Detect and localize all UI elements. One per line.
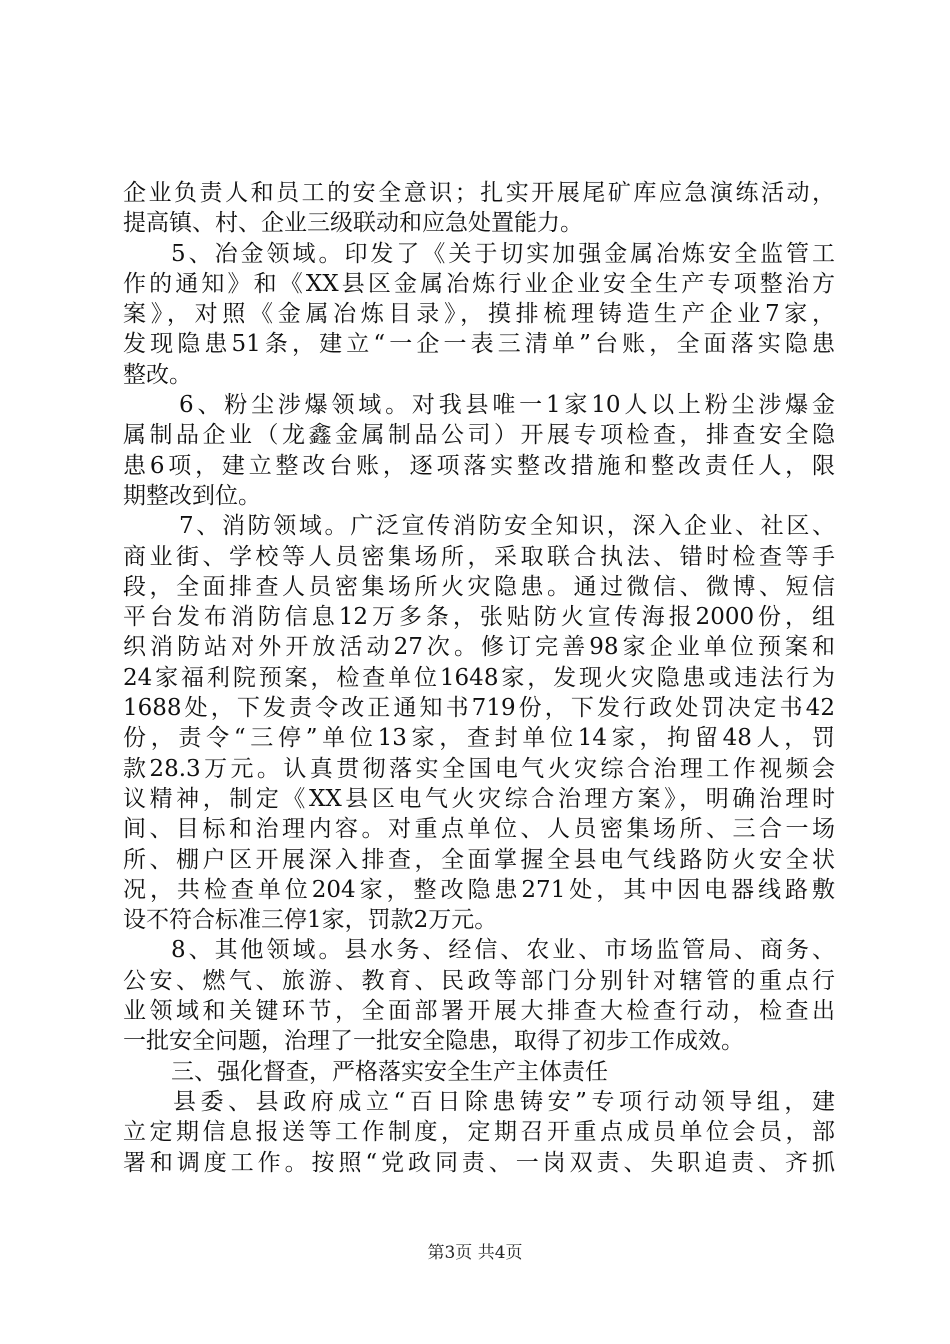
text-line: 5、冶金领域。印发了《关于切实加强金属冶炼安全监管工	[171, 240, 835, 267]
text-line: 份，责令“三停”单位13家，查封单位14家，拘留48人，罚	[123, 725, 835, 752]
text-line: 设不符合标准三停1家，罚款2万元。	[123, 907, 498, 934]
text-line: 提高镇、村、企业三级联动和应急处置能力。	[123, 210, 583, 237]
text-line: 公安、燃气、旅游、教育、民政等部门分别针对辖管的重点行	[123, 967, 835, 994]
text-line: 况，共检查单位204家，整改隐患271处，其中因电器线路敷	[123, 876, 835, 903]
text-line: 一批安全问题，治理了一批安全隐患，取得了初步工作成效。	[123, 1028, 744, 1055]
text-line: 患6项，建立整改台账，逐项落实整改措施和整改责任人，限	[123, 452, 835, 479]
text-line: 作的通知》和《XX县区金属冶炼行业企业安全生产专项整治方	[123, 270, 835, 297]
page-number-footer: 第3页 共4页	[427, 1243, 523, 1263]
text-line: 业领域和关键环节，全面部署开展大排查大检查行动，检查出	[123, 998, 835, 1025]
text-line: 议精神，制定《XX县区电气火灾综合治理方案》，明确治理时	[123, 785, 835, 812]
text-line: 署和调度工作。按照“党政同责、一岗双责、失职追责、齐抓	[123, 1149, 835, 1176]
text-line: 7、消防领域。广泛宣传消防安全知识，深入企业、社区、	[179, 513, 835, 540]
text-line: 立定期信息报送等工作制度，定期召开重点成员单位会员，部	[123, 1119, 835, 1146]
text-line: 属制品企业（龙鑫金属制品公司）开展专项检查，排查安全隐	[123, 422, 835, 449]
text-line: 企业负责人和员工的安全意识；扎实开展尾矿库应急演练活动，	[123, 180, 835, 206]
text-line: 期整改到位。	[123, 482, 261, 509]
text-line: 6、粉尘涉爆领域。对我县唯一1家10人以上粉尘涉爆金	[179, 392, 835, 419]
text-line: 1688处，下发责令改正通知书719份，下发行政处罚决定书42	[123, 695, 835, 722]
text-line: 所、棚户区开展深入排查，全面掌握全县电气线路防火安全状	[123, 846, 835, 873]
text-line: 平台发布消防信息12万多条，张贴防火宣传海报2000份，组	[123, 604, 835, 631]
text-line: 发现隐患51条，建立“一企一表三清单”台账，全面落实隐患	[123, 331, 835, 358]
text-line: 商业街、学校等人员密集场所，采取联合执法、错时检查等手	[123, 543, 835, 570]
section-heading: 三、强化督查，严格落实安全生产主体责任	[171, 1058, 608, 1085]
text-line: 款28.3万元。认真贯彻落实全国电气火灾综合治理工作视频会	[123, 755, 835, 782]
document-body	[123, 178, 835, 1178]
text-line: 段，全面排查人员密集场所火灾隐患。通过微信、微博、短信	[123, 573, 835, 600]
text-line: 整改。	[123, 361, 192, 388]
text-line: 24家福利院预案，检查单位1648家，发现火灾隐患或违法行为	[123, 664, 835, 691]
text-line: 织消防站对外开放活动27次。修订完善98家企业单位预案和	[123, 634, 835, 661]
text-line: 间、目标和治理内容。对重点单位、人员密集场所、三合一场	[123, 816, 835, 843]
text-line: 8、其他领域。县水务、经信、农业、市场监管局、商务、	[171, 937, 835, 964]
text-line: 案》，对照《金属冶炼目录》，摸排梳理铸造生产企业7家，	[123, 301, 835, 328]
text-line: 县委、县政府成立“百日除患铸安”专项行动领导组，建	[173, 1088, 835, 1115]
